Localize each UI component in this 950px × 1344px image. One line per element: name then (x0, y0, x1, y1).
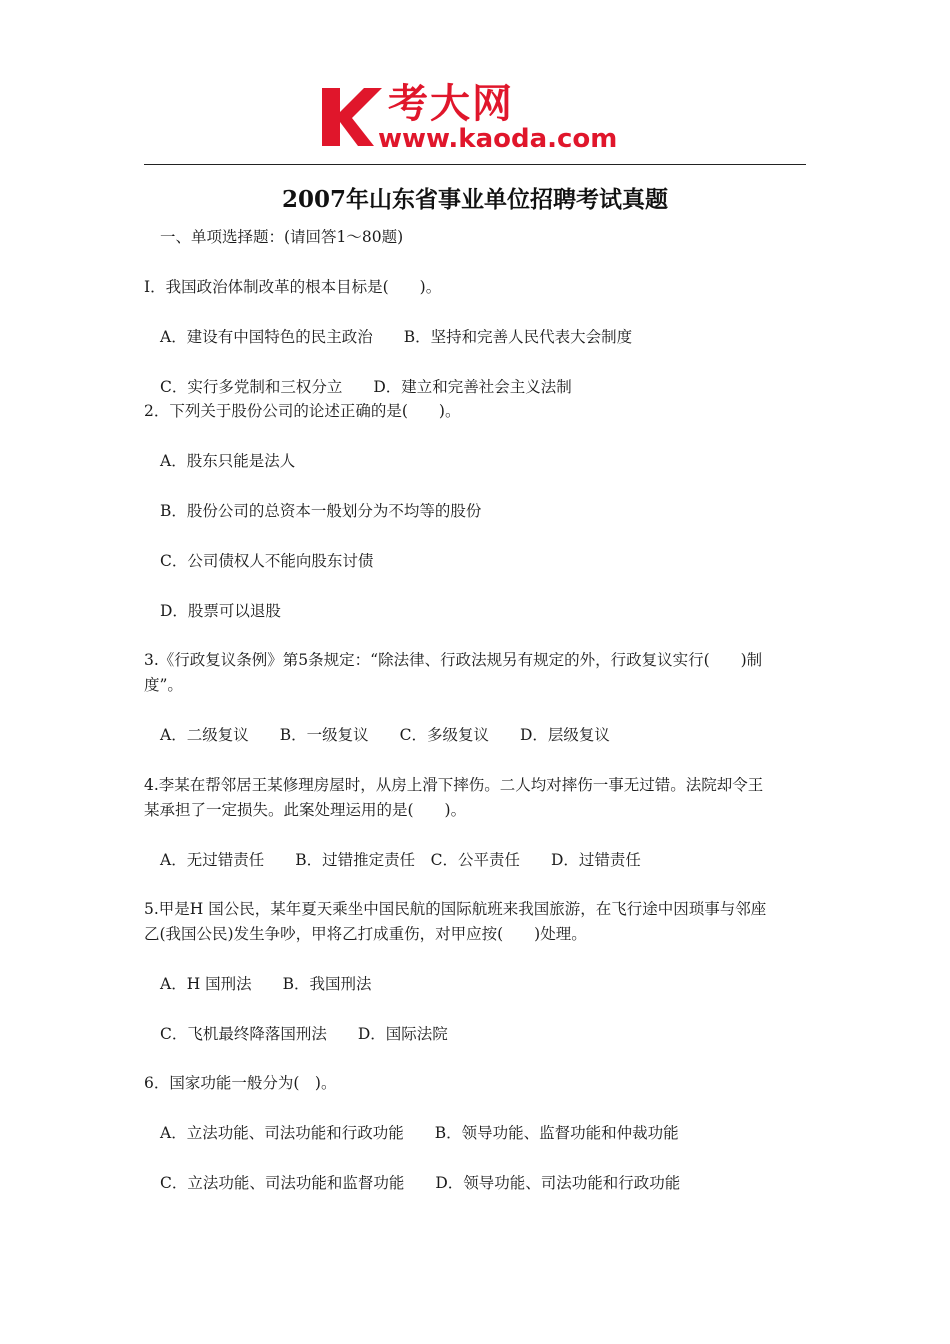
question-4-line-1: 4.李某在帮邻居王某修理房屋时，从房上滑下摔伤。二人均对摔伤一事无过错。法院却令王 (144, 776, 764, 794)
k-logo-icon (318, 84, 384, 150)
kaoda-logo (318, 80, 638, 160)
question-3-line-2: 度”。 (144, 676, 183, 694)
question-6-options-cd: C．立法功能、司法功能和监督功能 D．领导功能、司法功能和行政功能 (160, 1174, 681, 1192)
question-3-line-1: 3.《行政复议条例》第5条规定：“除法律、行政法规另有规定的外，行政复议实行( )制 (144, 651, 763, 669)
question-1-options-cd: C．实行多党制和三权分立 D．建立和完善社会主义法制 (160, 378, 572, 396)
question-2: 2．下列关于股份公司的论述正确的是( )。 (144, 402, 461, 420)
question-2-option-b: B．股份公司的总资本一般划分为不均等的股份 (160, 502, 482, 520)
question-5-line-1: 5.甲是H 国公民，某年夏天乘坐中国民航的国际航班来我国旅游，在飞行途中因琐事与邻座 (144, 900, 767, 918)
section-heading: 一、单项选择题：(请回答1～80题) (160, 228, 404, 246)
question-4-line-2: 某承担了一定损失。此案处理运用的是( )。 (144, 801, 467, 819)
question-5-line-2: 乙(我国公民)发生争吵，甲将乙打成重伤，对甲应按( )处理。 (144, 925, 587, 943)
document-title: 2007年山东省事业单位招聘考试真题 (281, 186, 668, 213)
question-3-options: A．二级复议 B．一级复议 C．多级复议 D．层级复议 (160, 726, 610, 744)
question-5-options-ab: A．H 国刑法 B．我国刑法 (160, 975, 372, 993)
question-1: I．我国政治体制改革的根本目标是( )。 (144, 278, 442, 296)
logo-url: www.kaoda.com (378, 124, 618, 154)
question-4-options: A．无过错责任 B．过错推定责任 C．公平责任 D．过错责任 (160, 851, 641, 869)
question-1-options-ab: A．建设有中国特色的民主政治 B．坚持和完善人民代表大会制度 (160, 328, 633, 346)
logo-title: 考大网 (388, 81, 514, 127)
question-2-option-a: A．股东只能是法人 (160, 452, 296, 470)
question-6: 6．国家功能一般分为( )。 (144, 1074, 337, 1092)
header-divider (144, 164, 806, 165)
question-6-options-ab: A．立法功能、司法功能和行政功能 B．领导功能、监督功能和仲裁功能 (160, 1124, 679, 1142)
question-5-options-cd: C．飞机最终降落国刑法 D．国际法院 (160, 1025, 448, 1043)
question-2-option-c: C．公司债权人不能向股东讨债 (160, 552, 374, 570)
question-2-option-d: D．股票可以退股 (160, 602, 281, 620)
